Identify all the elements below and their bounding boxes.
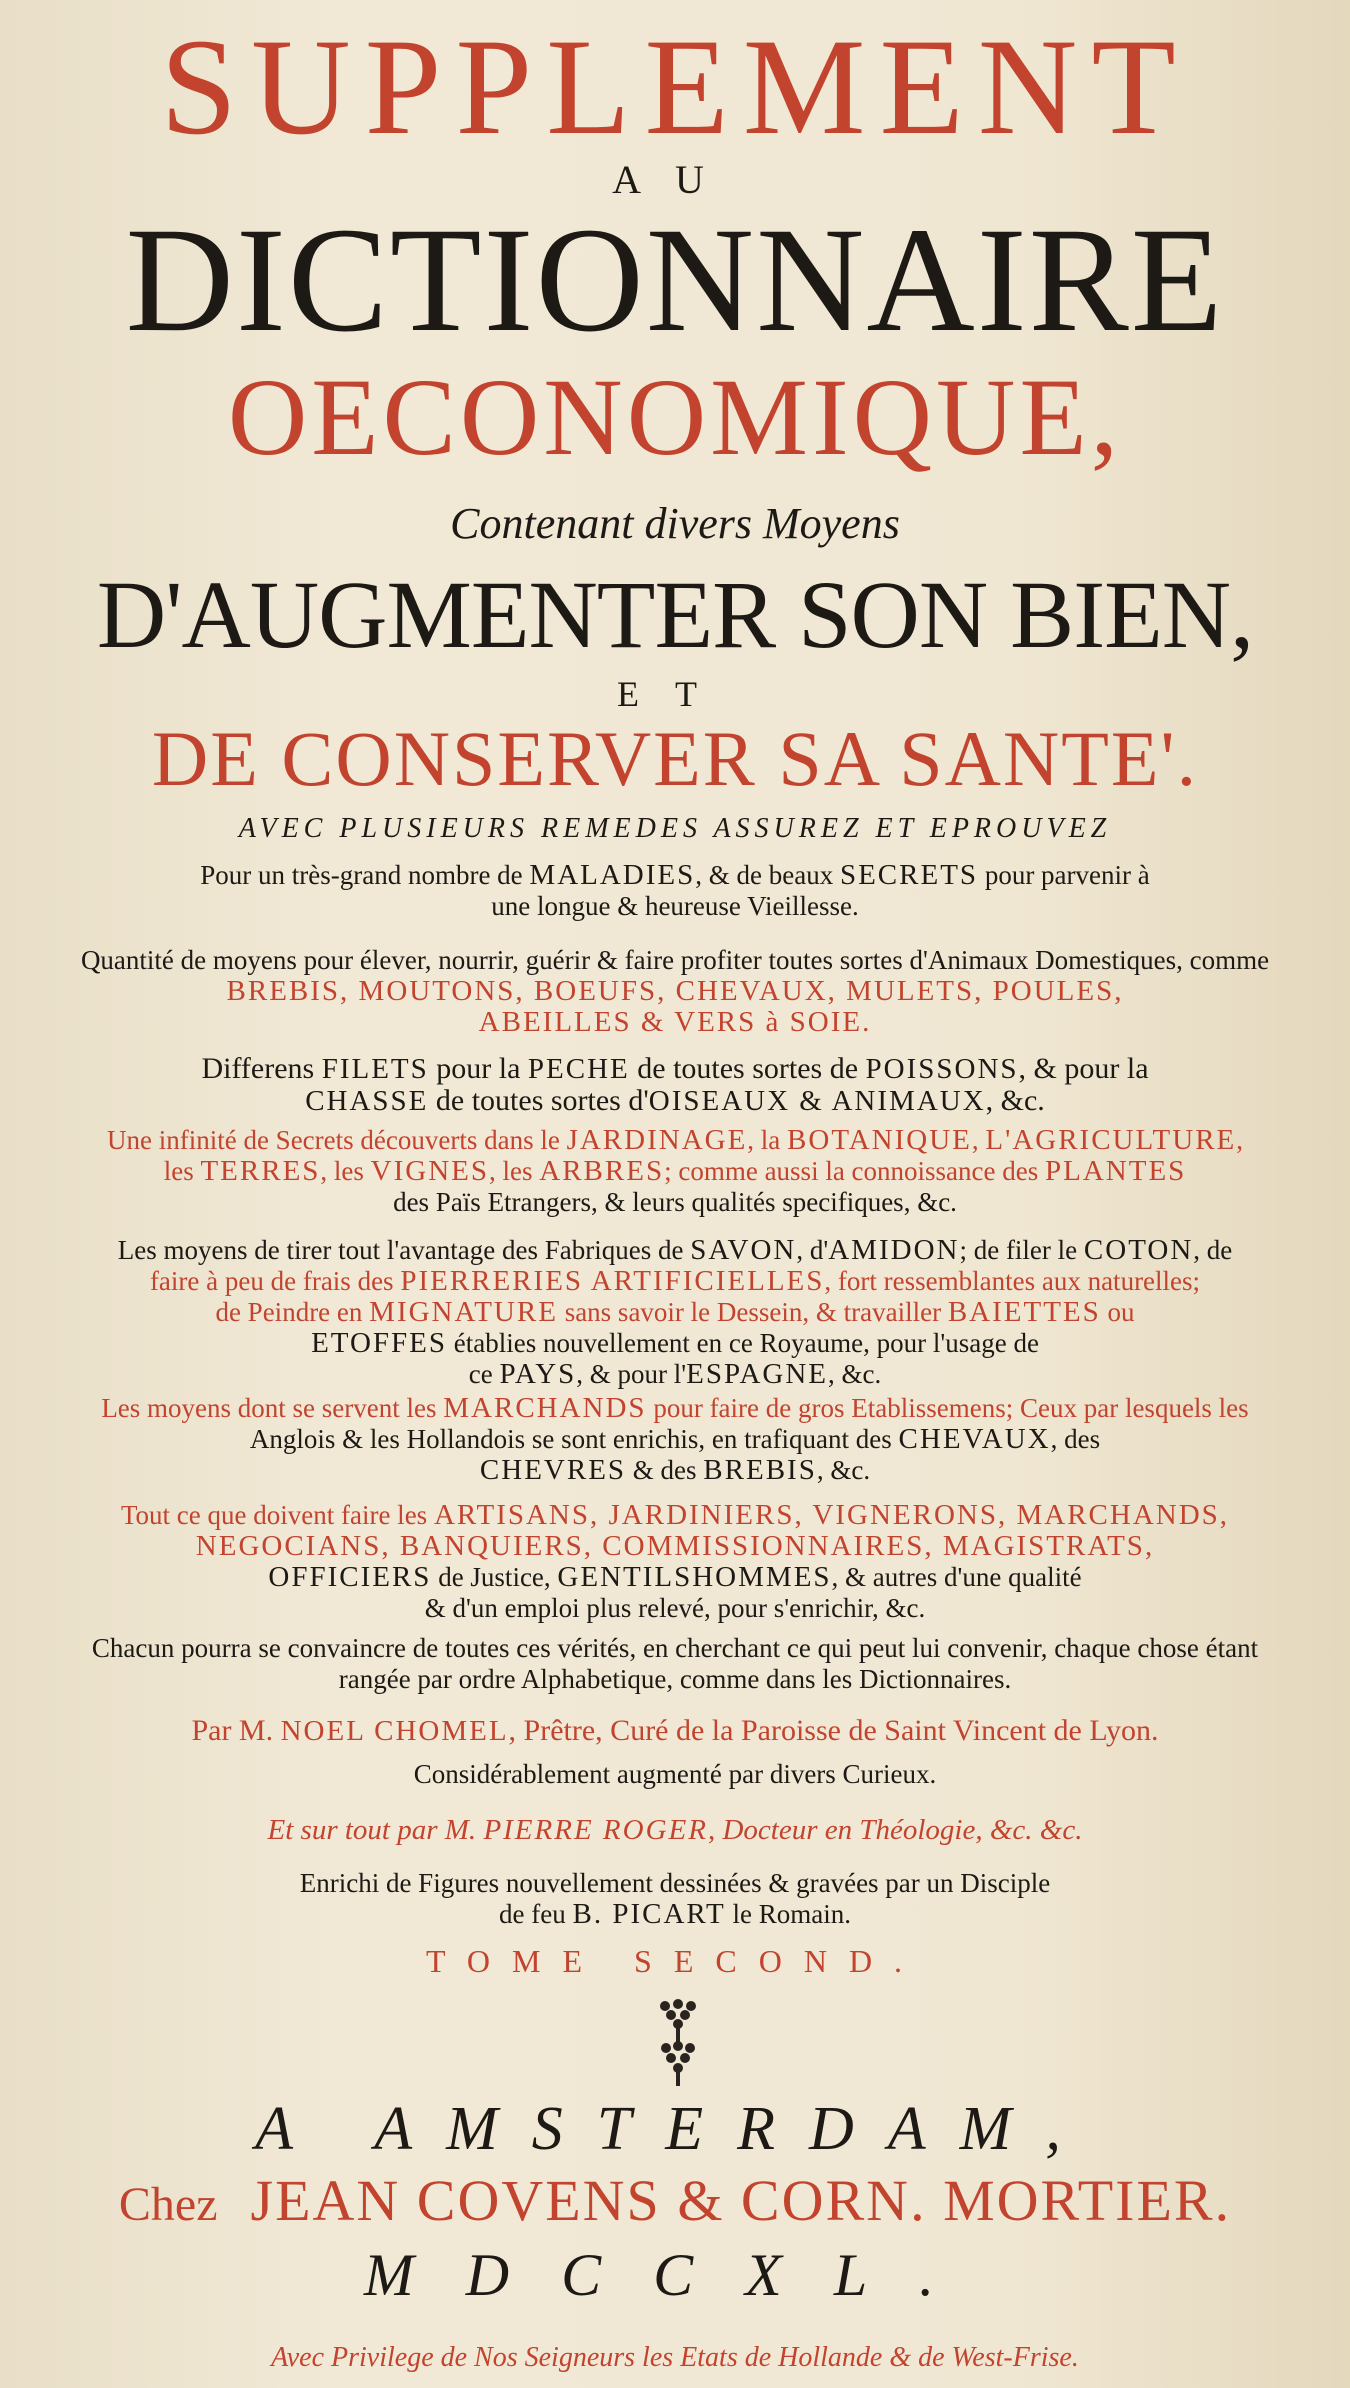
text: de Justice,: [431, 1562, 558, 1592]
text: B. PICART: [572, 1898, 726, 1930]
text: une longue & heureuse Vieillesse.: [491, 891, 859, 921]
volume-label: TOME SECOND.: [425, 1943, 925, 1979]
paragraph-filets: [50, 1053, 1300, 1117]
text: ,: [1236, 1125, 1244, 1155]
text: , & pour l': [576, 1359, 687, 1389]
text: BREBIS: [703, 1454, 817, 1486]
title-au: AU: [612, 157, 738, 202]
text: pour parvenir à: [978, 860, 1150, 890]
text: JARDINAGE: [566, 1124, 748, 1156]
text: ,: [971, 1125, 986, 1155]
text: & des: [626, 1455, 704, 1485]
author-chomel: [50, 1715, 1300, 1747]
title-et: ET: [617, 674, 733, 714]
text: NOEL CHOMEL: [280, 1715, 509, 1747]
title-supplement: SUPPLEMENT: [160, 10, 1190, 163]
text: rangée par ordre Alphabetique, comme dans les Dictionnaires.: [338, 1664, 1012, 1694]
paragraph-chacun: [50, 1633, 1300, 1695]
paragraph-jardinage: [50, 1125, 1300, 1218]
text: ESPAGNE: [686, 1358, 828, 1390]
paragraph-artisans: [50, 1500, 1300, 1624]
text: MIGNATURE: [369, 1296, 558, 1328]
text: , fort ressemblantes aux naturelles;: [824, 1266, 1201, 1296]
title-dictionnaire: DICTIONNAIRE: [125, 197, 1225, 363]
text: établies nouvellement en ce Royaume, pour l'usage de: [447, 1328, 1039, 1358]
privilege-line: Avec Privilege de Nos Seigneurs les Etats de Hollande & de West-Frise.: [271, 2342, 1079, 2373]
text: les: [163, 1156, 201, 1186]
text: , &c.: [816, 1455, 871, 1485]
augmented-by-line: Considérablement augmenté par divers Curieux.: [413, 1759, 937, 1789]
text: des Païs Etrangers, & leurs qualités specifiques, &c.: [393, 1187, 957, 1217]
text: Les moyens de tirer tout l'avantage des Fabriques de: [117, 1235, 691, 1265]
paragraph-maladies: [50, 860, 1300, 922]
text: & d'un emploi plus relevé, pour s'enrichir, &c.: [424, 1593, 926, 1623]
title-daugmenter: D'AUGMENTER SON BIEN,: [96, 561, 1254, 668]
grape-ornament-icon: [655, 1998, 701, 2090]
text: MALADIES: [529, 859, 696, 891]
text: ce: [468, 1359, 500, 1389]
text: Enrichi de Figures nouvellement dessinées & gravées par un Disciple: [299, 1868, 1051, 1898]
imprint-city: A AMSTERDAM,: [255, 2095, 1095, 2163]
text: de toutes sortes de: [629, 1052, 866, 1085]
text: OISEAUX & ANIMAUX: [648, 1085, 986, 1117]
text: COTON: [1083, 1234, 1194, 1266]
title-conserver: DE CONSERVER SA SANTE'.: [151, 715, 1199, 802]
text: CHEVRES: [479, 1454, 627, 1486]
text: le Romain.: [725, 1899, 851, 1929]
text: Differens: [201, 1052, 322, 1085]
text: BREBIS, MOUTONS, BOEUFS, CHEVAUX, MULETS, POULES,: [226, 975, 1124, 1007]
imprint-publisher: [0, 2168, 1350, 2233]
paragraph-figures: [50, 1868, 1300, 1930]
text: , la: [747, 1125, 788, 1155]
paragraph-animaux: [50, 945, 1300, 1038]
text: MARCHANDS: [443, 1392, 647, 1424]
text: VIGNES: [370, 1155, 490, 1187]
text: FILETS: [321, 1053, 429, 1085]
text: , & de beaux: [695, 860, 840, 890]
text: , des: [1050, 1424, 1101, 1454]
text: Tout ce que doivent faire les: [120, 1500, 434, 1530]
text: Quantité de moyens pour élever, nourrir, guérir & faire profiter toutes sortes d'Animaux Domestiques, comme: [80, 945, 1270, 975]
subtitle-avec-remedes: AVEC PLUSIEURS REMEDES ASSUREZ ET EPROUVEZ: [238, 813, 1112, 844]
text: BAIETTES: [947, 1296, 1101, 1328]
text: Une infinité de Secrets découverts dans le: [106, 1125, 567, 1155]
text: JEAN COVENS & CORN. MORTIER.: [250, 2168, 1232, 2233]
text: sans savoir le Dessein, & travailler: [557, 1297, 948, 1327]
text: , &c.: [828, 1359, 882, 1389]
text: , & autres d'une qualité: [831, 1562, 1082, 1592]
text: Par M.: [191, 1714, 281, 1747]
text: PECHE: [527, 1053, 630, 1085]
text: ARBRES: [539, 1155, 665, 1187]
text: Chez: [118, 2178, 218, 2231]
text: , Prêtre, Curé de la Paroisse de Saint Vincent de Lyon.: [508, 1714, 1159, 1747]
text: de Peindre en: [215, 1297, 370, 1327]
text: pour la: [428, 1052, 528, 1085]
text: L'AGRICULTURE: [985, 1124, 1237, 1156]
text: faire à peu de frais des: [149, 1266, 401, 1296]
text: ETOFFES: [311, 1327, 448, 1359]
text: SECRETS: [839, 859, 979, 891]
author-roger: [50, 1815, 1300, 1846]
title-oeconomique: OECONOMIQUE,: [227, 356, 1123, 478]
text: PAYS: [499, 1358, 577, 1390]
text: AMIDON: [828, 1234, 960, 1266]
text: CHASSE: [305, 1085, 429, 1117]
text: GENTILSHOMMES: [557, 1561, 832, 1593]
paragraph-savon: [50, 1235, 1300, 1390]
text: , les: [489, 1156, 540, 1186]
text: PIERRERIES ARTIFICIELLES: [400, 1265, 825, 1297]
text: SAVON: [690, 1234, 797, 1266]
text: , d': [796, 1235, 829, 1265]
text: , les: [320, 1156, 371, 1186]
text: pour faire de gros Etablissemens; Ceux par lesquels les: [646, 1393, 1249, 1423]
subtitle-contenant: Contenant divers Moyens: [450, 499, 900, 548]
text: BOTANIQUE: [787, 1124, 972, 1156]
text: ou: [1100, 1297, 1135, 1327]
text: , &c.: [985, 1084, 1045, 1117]
text: Pour un très-grand nombre de: [200, 860, 530, 890]
text: CHEVAUX: [898, 1423, 1051, 1455]
text: Anglois & les Hollandois se sont enrichis, en trafiquant des: [249, 1424, 899, 1454]
text: de toutes sortes d': [428, 1084, 649, 1117]
text: ; comme aussi la connoissance des: [664, 1156, 1045, 1186]
imprint-year: MDCCXL.: [363, 2242, 987, 2308]
text: de feu: [499, 1899, 573, 1929]
paragraph-marchands: [50, 1393, 1300, 1486]
text: ; de filer le: [959, 1235, 1084, 1265]
text: , & pour la: [1018, 1052, 1149, 1085]
text: , de: [1193, 1235, 1233, 1265]
text: , Docteur en Théologie, &c. &c.: [707, 1814, 1083, 1846]
text: PIERRE ROGER: [483, 1814, 708, 1846]
text: Chacun pourra se convaincre de toutes ces vérités, en cherchant ce qui peut lui convenir, chaque chose étant: [91, 1633, 1259, 1663]
text: OFFICIERS: [268, 1561, 432, 1593]
text: POISSONS: [865, 1053, 1019, 1085]
text: TERRES: [200, 1155, 321, 1187]
text: NEGOCIANS, BANQUIERS, COMMISSIONNAIRES, MAGISTRATS,: [195, 1530, 1155, 1562]
text: ARTISANS, JARDINIERS, VIGNERONS, MARCHANDS,: [433, 1499, 1230, 1531]
text: PLANTES: [1045, 1155, 1187, 1187]
text: ABEILLES & VERS à SOIE.: [478, 1006, 872, 1038]
text: Et sur tout par M.: [267, 1814, 484, 1846]
text: Les moyens dont se servent les: [101, 1393, 444, 1423]
